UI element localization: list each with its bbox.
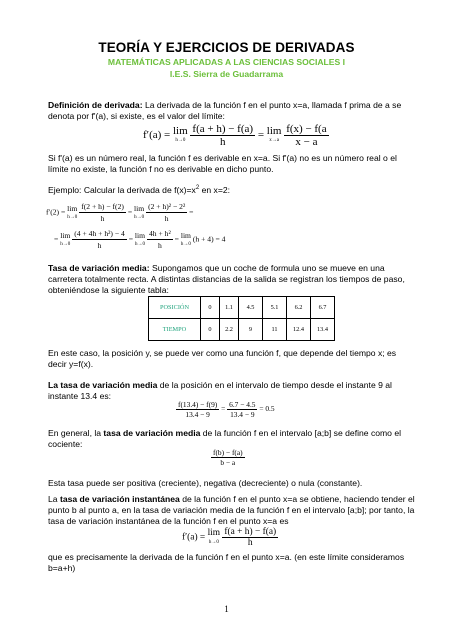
tvm-position-paragraph: La tasa de variación media de la posición en el intervalo de tiempo desde el instante 9 al instante 13.4 es: [48, 380, 392, 401]
example-derivation [46, 201, 225, 251]
table-cell: 4.5 [239, 297, 263, 319]
school-name: I.E.S. Sierra de Guadarrama [169, 69, 284, 79]
limit-operator: lim h→0 [172, 124, 188, 143]
instantaneous-paragraph: La tasa de variación instantánea de la función f en el punto x=a se obtiene, haciendo tender el punto b al punto a, en la tasa de variación media de la función f en el intervalo [a;b]; por tanto, la tasa de variación instantánea de la función f en el punto x=a es [48, 494, 415, 526]
example-statement: Ejemplo: Calcular la derivada de $f(x)=x^2$ en x=2: [48, 184, 231, 195]
table-row-position [149, 297, 335, 319]
general-quotient: $\frac{f(b) - f(a)}{b - a}$ [213, 448, 243, 467]
position-time-table [148, 296, 335, 341]
document-subtitle: MATEMÁTICAS APLICADAS A LAS CIENCIAS SOCIALES I [107, 57, 346, 67]
table-cell: 0 [201, 319, 220, 341]
table-cell: 5.1 [263, 297, 287, 319]
table-cell: 12.4 [287, 319, 311, 341]
tasa-label: Tasa de variación media: [48, 263, 150, 273]
table-cell: 6.7 [311, 297, 335, 319]
page-number: 1 [224, 604, 229, 614]
difference-quotient-x: $\frac{f(x) - f(a}{x - a}$ [286, 123, 327, 148]
table-cell: 6.2 [287, 297, 311, 319]
general-definition: En general, la tasa de variación media de la función f en el intervalo [a;b] se define como el cociente: [48, 428, 402, 449]
table-cell: 11 [263, 319, 287, 341]
document-title: TEORÍA Y EJERCICIOS DE DERIVADAS [98, 40, 355, 55]
table-cell: 9 [239, 319, 263, 341]
difference-quotient: $\frac{f(a + h) - f(a)}{h}$ [192, 123, 254, 148]
derivability-note: Si f'(a) es un número real, la función f es derivable en x=a. Si f'(a) no es un número real o el límite no existe, la función f no es derivable en dicho punto. [48, 153, 397, 174]
formula-lhs: f′(a) = [143, 129, 171, 142]
sign-note: Esta tasa puede ser positiva (creciente), negativa (decreciente) o nula (constante). [48, 478, 363, 488]
derivative-definition-formula: f′(a) = lim h→0 $\frac{f(a + h) - f(a)}{h}$ = lim x→a $\frac{f(x) - f(a}{x - a}$ [143, 123, 327, 148]
tvm-calculation: $\frac{f(13.4) - f(9)}{13.4 - 9}$ = $\frac{6.7 - 4.5}{13.4 - 9}$ = 0.5 [178, 400, 275, 419]
table-cell: 0 [201, 297, 220, 319]
tasa-text: Supongamos que un coche de formula uno se mueve en una carretera totalmente recta. A distintas distancias de la salida se registran los tiempos de paso, obteniéndose la siguiente tabla: [48, 263, 405, 295]
table-cell: 1.1 [220, 297, 239, 319]
derivation-line-2: = lim h→0 $\frac{\text{(4 + 4h + h²) − 4}}{h}$ = lim h→0 $\frac{\text{4h + h²}}{h}$ = lim h→0 (h + 4) = 4 [54, 229, 226, 250]
table-cell: 13.4 [311, 319, 335, 341]
row-label-position: POSICIÓN [149, 297, 201, 319]
row-label-time: TIEMPO [149, 319, 201, 341]
after-table-text: En este caso, la posición y, se puede ver como una función f, que depende del tiempo x; es decir y=f(x). [48, 348, 397, 369]
tasa-paragraph [48, 263, 416, 296]
definition-label: Definición de derivada: [48, 100, 143, 110]
closing-text: que es precisamente la derivada de la función f en el punto x=a. (en este límite consideramos b=a+h) [48, 552, 405, 573]
instantaneous-formula: f′(a) = lim h→0 $\frac{f(a + h) - f(a)}{h}$ [182, 527, 277, 548]
derivation-line-1: f′(2) = lim h→0 $\frac{f(2 + h) - f(2)}{h}$ = lim h→0 $\frac{\text{(2 + h)² − 2²}}{h}$ = [46, 202, 194, 223]
table-cell: 2.2 [220, 319, 239, 341]
definition-text: La derivada de la función f en el punto x=a, llamada f prima de a se denota por f'(a), si existe, es el valor del límite: [48, 100, 402, 121]
table-row-time [149, 319, 335, 341]
definition-paragraph [48, 100, 416, 122]
limit-operator-x: lim x→a [266, 124, 282, 143]
